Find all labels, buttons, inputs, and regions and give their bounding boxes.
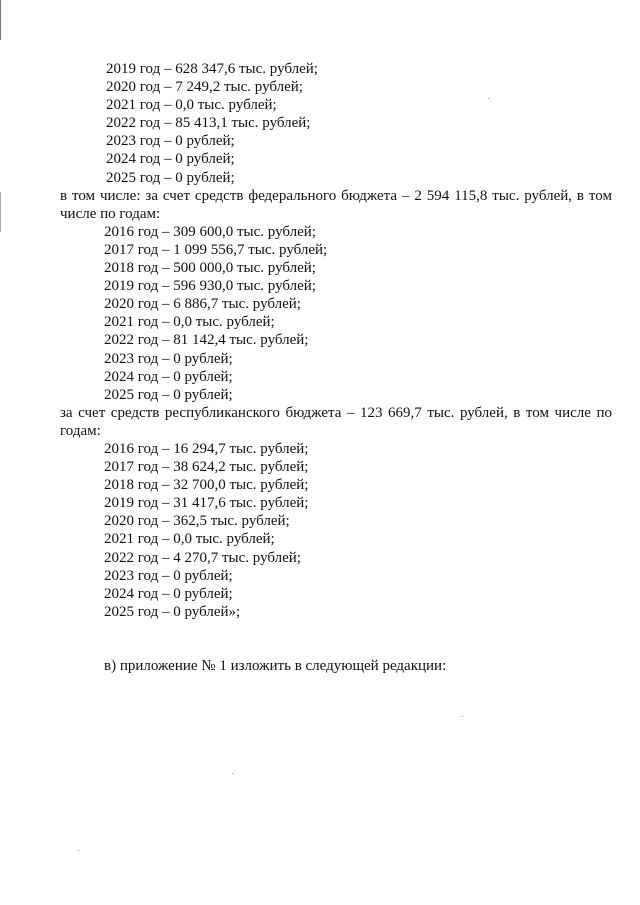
funding-list-federal [60, 223, 612, 404]
list-item: 2023 год – 0 рублей; [104, 350, 233, 367]
scan-speck [462, 716, 463, 717]
list-item: 2023 год – 0 рублей; [106, 133, 235, 150]
list-item: 2021 год – 0,0 тыс. рублей; [104, 531, 275, 548]
list-item: 2024 год – 0 рублей; [106, 151, 235, 168]
list-item: 2016 год – 309 600,0 тыс. рублей; [104, 223, 316, 240]
list-item: 2021 год – 0,0 тыс. рублей; [106, 97, 277, 114]
list-item: 2017 год – 1 099 556,7 тыс. рублей; [104, 241, 328, 258]
list-item: 2020 год – 362,5 тыс. рублей; [104, 513, 290, 530]
paragraph-gap [60, 621, 612, 657]
federal-budget-paragraph: в том числе: за счет средств федерального бюджета – 2 594 115,8 тыс. рублей, в том числе по годам: [60, 187, 612, 222]
list-item: 2022 год – 85 413,1 тыс. рублей; [106, 115, 311, 132]
scan-speck [232, 773, 233, 774]
list-item: 2022 год – 4 270,7 тыс. рублей; [104, 549, 301, 566]
list-item: 2016 год – 16 294,7 тыс. рублей; [104, 440, 309, 457]
list-item: 2019 год – 31 417,6 тыс. рублей; [104, 495, 309, 512]
list-item: 2025 год – 0 рублей»; [104, 603, 241, 620]
document-body [60, 60, 612, 675]
list-item: 2023 год – 0 рублей; [104, 567, 233, 584]
list-item: 2018 год – 32 700,0 тыс. рублей; [104, 477, 309, 494]
scan-edge-mark [0, 192, 1, 232]
scan-speck [78, 850, 79, 851]
funding-list-total [60, 60, 612, 187]
funding-list-republic [60, 440, 612, 621]
list-item: 2025 год – 0 рублей; [106, 169, 235, 186]
amendment-item: в) приложение № 1 изложить в следующей редакции: [104, 657, 447, 674]
list-item: 2021 год – 0,0 тыс. рублей; [104, 314, 275, 331]
list-item: 2024 год – 0 рублей; [104, 368, 233, 385]
list-item: 2017 год – 38 624,2 тыс. рублей; [104, 459, 309, 476]
scan-edge-mark [0, 0, 1, 40]
list-item: 2019 год – 628 347,6 тыс. рублей; [106, 61, 318, 77]
list-item: 2022 год – 81 142,4 тыс. рублей; [104, 332, 309, 349]
list-item: 2018 год – 500 000,0 тыс. рублей; [104, 260, 316, 277]
republic-budget-paragraph: за счет средств республиканского бюджета – 123 669,7 тыс. рублей, в том числе по годам: [60, 404, 612, 439]
list-item: 2025 год – 0 рублей; [104, 386, 233, 403]
scan-speck [488, 98, 489, 99]
list-item: 2024 год – 0 рублей; [104, 585, 233, 602]
list-item: 2020 год – 7 249,2 тыс. рублей; [106, 79, 303, 96]
list-item: 2019 год – 596 930,0 тыс. рублей; [104, 278, 316, 295]
list-item: 2020 год – 6 886,7 тыс. рублей; [104, 296, 301, 313]
